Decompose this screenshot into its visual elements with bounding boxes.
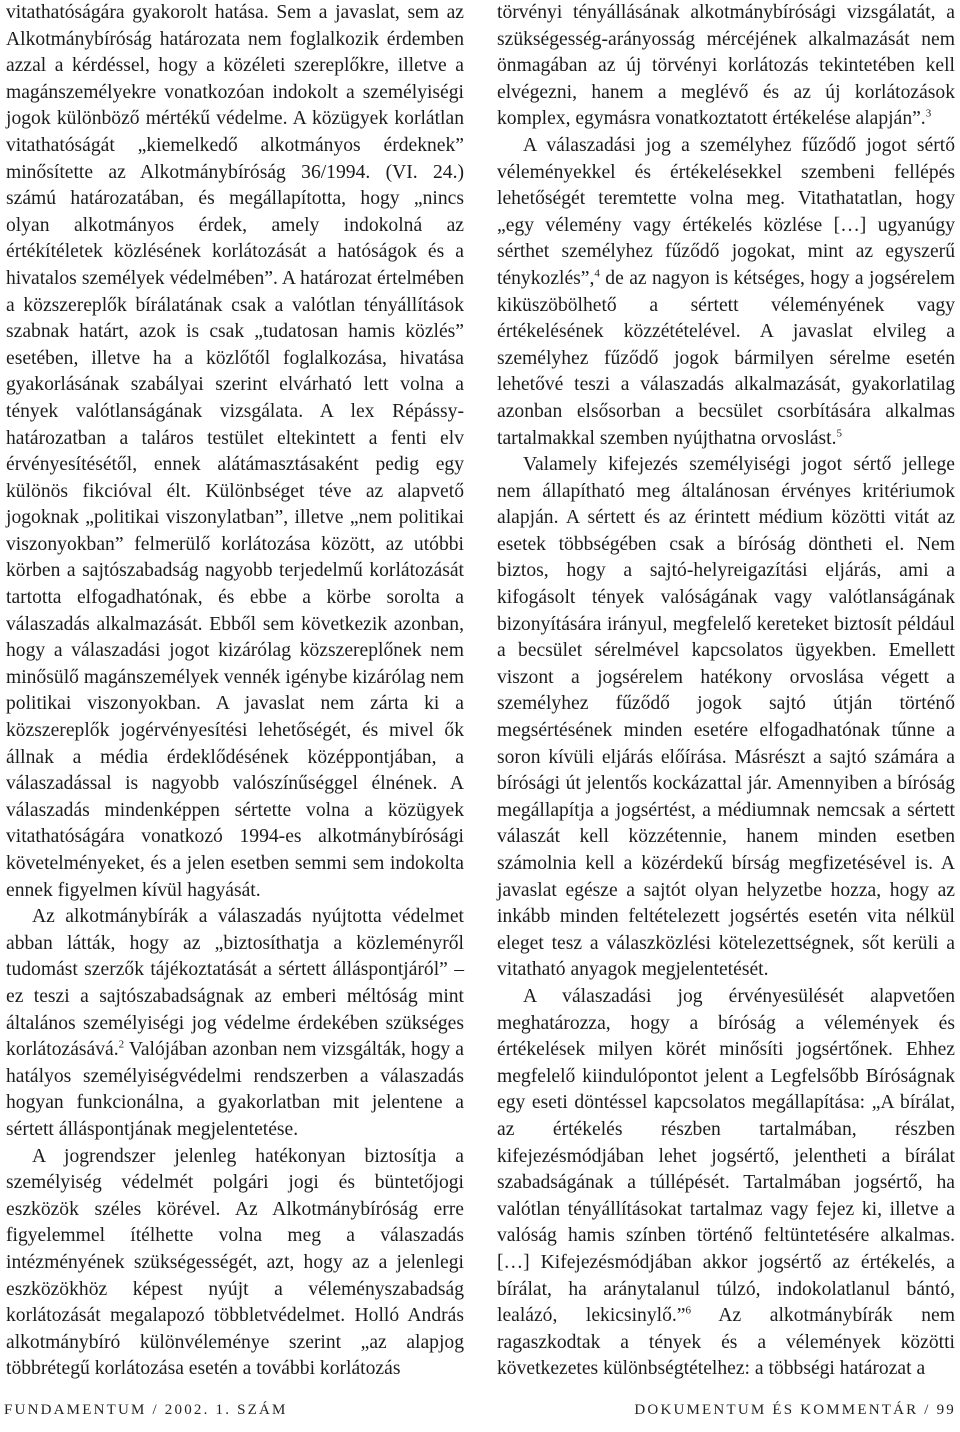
journal-footer: FUNDAMENTUM / 2002. 1. SZÁM xyxy=(4,1402,288,1418)
paragraph: A jogrendszer jelenleg hatékonyan biztosítja a személyiség védelmét polgári jogi és büntetőjogi eszközök széles körével. Az Alkotmánybíróság erre figyelemmel ítélhette volna meg a válaszadás intézményének szükségességét, azt, hogy az a jelenlegi eszközökhöz képest nyújt a véleményszabadság korlátozását megalapozó többletvédelmet. Holló András alkotmánybíró különvéleménye szerint „az alapjog többrétegű korlátozása esetén a további korlátozás xyxy=(6,1145,464,1380)
footnote-ref[interactable]: 3 xyxy=(925,107,932,120)
paragraph: A válaszadási jog a személyhez fűződő jogot sértő véleményekkel és értékelésekkel szembeni fellépés lehetőségét teremtette volna meg. Vitathatatlan, hogy „egy vélemény vagy értékelés közlése […] ugyanúgy sérthet személyhez fűződő jogokat, mint az egyszerű ténykozlés”,$^4$ de az nagyon is kétséges, hogy a jogsérelem kiküszöbölhető a sértett véleményének vagy értékelésének közzétételével. A javaslat elvileg a személyhez fűződő jogok bármilyen sérelme esetén lehetővé teszi a válaszadás alkalmazását, gyakorlatilag azonban elsősorban a becsület csorbítására alkalmas tartalmakkal szemben nyújthatna orvoslást.$^5$ xyxy=(497,134,955,449)
paragraph: vitathatóságára gyakorolt hatása. Sem a javaslat, sem az Alkotmánybíróság határozata nem foglalkozik érdemben azzal a kérdéssel, hogy a közéleti szereplőkre, illetve a magánszemélyekre vonatkozóan indokolt a személyiségi jogok különböző mértékű védelme. A közügyek korlátlan vitathatóságát „kiemelkedő alkotmányos érdeknek” minősítette az Alkotmánybíróság 36/1994. (VI. 24.) számú határozatában, és megállapította, hogy „nincs olyan alkotmányos érdek, amely indokolná az értékítéletek közlésének korlátozását a hatóságok és a hivatalos személyek védelmében”. A határozat értelmében a közszereplők bírálatának csak a valótlan tényállítások szabnak határt, azok is csak „tudatosan hamis közlés” esetében, illetve ha a közlőtől foglalkozása, hivatása gyakorlásának szabályai szerint elvárható lett volna a tények valótlanságának vizsgálata. A lex Répássy-határozatban a taláros testület eltekintett a fenti elv érvényesítésétől, ennek alátámasztásaként pedig egy különös fikcióval élt. Különbséget téve az alapvető jogoknak „politikai viszonylatban”, illetve „nem politikai viszonyokban” felmerülő korlátozása között, az utóbbi körben a sajtószabadság nagyobb terjedelmű korlátozását tartotta elfogadhatónak, és ebbe a körbe sorolta a válaszadás alkalmazását. Ebből sem következik azonban, hogy a válaszadási jogot kizárólag közszereplőnek nem minősülő magánszemélyek vennék igénybe kizárólag nem politikai viszonyokban. A javaslat nem zárta ki a közszereplők jogérvényesítési lehetőségét, és mivel ők állnak a média érdeklődésének középpontjában, a válaszadással is nagyobb valószínűséggel élnének. A válaszadás mindenképpen sértette volna a közügyek vitathatóságára vonatkozó 1994-es alkotmánybírósági követelményeket, és a jelen esetben semmi sem indokolta ennek figyelmen kívül hagyását. xyxy=(6,2,464,901)
paragraph: törvényi tényállásának alkotmánybírósági vizsgálatát, a szükségesség-arányosság mércéjének alkalmazását nem önmagában az új törvényi korlátozás tekintetében kell elvégezni, hanem a meglévő és az új korlátozások komplex, egymásra vonatkoztatott értékelése alapján”.$^3$ xyxy=(497,2,955,130)
left-text-column xyxy=(6,0,464,1383)
right-text-column xyxy=(497,0,955,1383)
section-page-footer: DOKUMENTUM ÉS KOMMENTÁR / 99 xyxy=(634,1402,956,1418)
footnote-ref[interactable]: 2 xyxy=(118,1038,125,1051)
footnote-ref[interactable]: 4 xyxy=(594,267,600,280)
footnote-ref[interactable]: 5 xyxy=(836,426,843,439)
footnote-ref[interactable]: 6 xyxy=(685,1304,691,1317)
paragraph: A válaszadási jog érvényesülését alapvetően meghatározza, hogy a bíróság a vélemények és értékelések milyen körét minősíti jogsértőnek. Ehhez megfelelő kiindulópontot jelent a Legfelsőbb Bíróságnak egy eseti döntéssel kapcsolatos megállapítása: „A bírálat, az értékelés részben tartalmában, részben kifejezésmódjában lehet jogsértő, jelentheti a bírálat szabadságának a túllépését. Tartalmában jogsértő, ha valótlan tényállításokat tartalmaz vagy fejez ki, illetve a valóság hamis színben történő feltüntetésére alkalmas. […] Kifejezésmódjában akkor jogsértő az értékelés, a bírálat, ha aránytalanul túlzó, indokolatlanul bántó, lealázó, lekicsinylő.”$^6$ Az alkotmánybírák nem ragaszkodtak a tények és a vélemények közötti következetes különbségtételhez: a többségi határozat a xyxy=(497,985,955,1380)
paragraph: Valamely kifejezés személyiségi jogot sértő jellege nem állapítható meg általánosan érvényes kritériumok alapján. A sértett és az érintett médium közötti vitát az esetek többségében csak a bíróság döntheti el. Nem biztos, hogy a sajtó-helyreigazítási eljárás, ami a kifogásolt tények valóságának vagy valótlanságának bizonyítására irányul, megfelelő kereteket biztosít például a becsület sérelmével kapcsolatos ügyekben. Emellett viszont a jogsérelem hatékony orvoslása végett a személyhez fűződő jogok sajtó útján történő megsértésének minden esetére elfogadhatónak tűnne a soron kívüli eljárás előírása. Másrészt a sajtó számára a bírósági út jelentős kockázattal jár. Amennyiben a bíróság megállapítja a jogsértést, a médiumnak nemcsak a sértett válaszát kell közzétennie, hanem minden esetben számolnia kell a közérdekű bírság megfizetésével is. A javaslat egésze a sajtót olyan helyzetbe hozza, hogy az inkább minden feltételezett jogsértés esetén vita nélkül eleget tesz a válaszközlési kötelezettségnek, sőt kerüli a vitatható anyagok megjelentetését. xyxy=(497,454,955,981)
paragraph: Az alkotmánybírák a válaszadás nyújtotta védelmet abban látták, hogy az „biztosíthatja a közleményről tudomást szerzők tájékoztatását a sértett álláspontjáról” – ez teszi a sajtószabadságnak az emberi méltóság mint általános személyiségi jog védelme érdekében szükséges korlátozásává.$^2$ Valójában azonban nem vizsgálták, hogy a hatályos személyiségvédelmi rendszerben a válaszadás hogyan funkcionálna, a gyakorlatban mit jelentene a sértett álláspontjának megjelentetése. xyxy=(6,906,464,1140)
